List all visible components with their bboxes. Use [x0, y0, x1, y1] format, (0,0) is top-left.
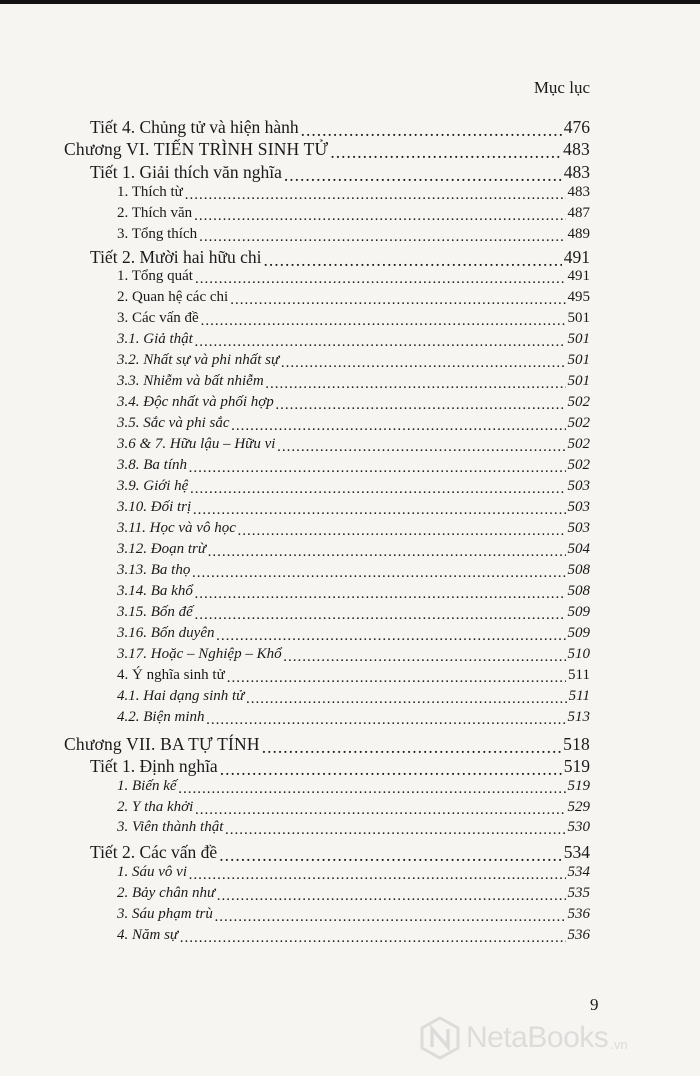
toc-entry-title: 2. Thích văn: [117, 205, 193, 221]
toc-leader-dots: [225, 821, 565, 836]
toc-entry-title: 3.6 & 7. Hữu lậu – Hữu vi: [117, 436, 276, 452]
toc-entry-page: 501: [567, 373, 590, 389]
toc-entry-page: 513: [567, 709, 590, 725]
toc-entry-page: 483: [567, 184, 590, 200]
toc-leader-dots: [190, 480, 565, 495]
toc-entry-title: 3.10. Đối trị: [117, 499, 192, 515]
toc-entry-title: Tiết 2. Các vấn đề: [90, 842, 218, 862]
toc-entry: [117, 885, 590, 902]
toc-entry-title: 3.3. Nhiễm và bất nhiễm: [117, 373, 264, 389]
toc-entry: [117, 906, 590, 923]
toc-entry-page: 501: [567, 331, 590, 347]
toc-entry-title: 3.12. Đoạn trừ: [117, 541, 207, 557]
watermark: [420, 1010, 690, 1066]
toc-leader-dots: [195, 606, 566, 621]
toc-entry-page: 476: [563, 117, 590, 137]
toc-entry-page: 535: [567, 885, 590, 901]
page-header: Mục lục: [533, 78, 590, 97]
toc-entry: [90, 756, 590, 777]
toc-leader-dots: [227, 669, 566, 684]
toc-entry: [117, 799, 590, 816]
toc-entry: [117, 352, 590, 369]
toc-leader-dots: [217, 887, 565, 902]
toc-entry-page: 519: [563, 756, 590, 776]
toc-leader-dots: [195, 801, 565, 816]
toc-leader-dots: [266, 375, 566, 390]
toc-entry-title: 3.1. Giả thật: [117, 331, 193, 347]
watermark-suffix: .vn: [610, 1036, 628, 1052]
toc-leader-dots: [276, 396, 566, 411]
toc-entry-title: 1. Tổng quát: [117, 268, 193, 284]
toc-entry: [117, 541, 590, 558]
toc-entry-page: 519: [567, 778, 590, 794]
toc-entry-page: 511: [568, 667, 590, 683]
toc-entry-page: 518: [563, 734, 590, 754]
toc-entry-page: 510: [567, 646, 590, 662]
toc-entry: [117, 310, 590, 327]
toc-entry: [117, 184, 590, 201]
toc-leader-dots: [199, 228, 565, 243]
toc-entry: [117, 436, 590, 453]
toc-entry: [117, 520, 590, 537]
page-number: 9: [590, 995, 599, 1014]
toc-entry-title: 4. Năm sự: [117, 927, 179, 943]
toc-entry: [90, 117, 590, 138]
toc-entry-title: 3. Tổng thích: [117, 226, 198, 242]
toc-entry-page: 503: [567, 478, 590, 494]
toc-entry: [90, 162, 590, 183]
toc-entry-page: 534: [567, 864, 590, 880]
toc-entry-page: 534: [563, 842, 590, 862]
toc-entry-page: 508: [567, 562, 590, 578]
toc-entry-page: 491: [563, 247, 590, 267]
toc-entry: [117, 864, 590, 881]
toc-entry: [117, 373, 590, 390]
toc-entry-title: 1. Biến kế: [117, 778, 177, 794]
toc-entry: [117, 226, 590, 243]
toc-entry-title: Tiết 2. Mười hai hữu chi: [90, 247, 262, 267]
toc-entry-title: 3.9. Giới hệ: [117, 478, 189, 494]
toc-entry-page: 536: [567, 906, 590, 922]
toc-leader-dots: [192, 564, 565, 579]
toc-entry-page: 509: [567, 604, 590, 620]
toc-leader-dots: [246, 690, 566, 705]
toc-entry-title: 3.4. Độc nhất và phối hợp: [117, 394, 274, 410]
toc-entry-page: 536: [567, 927, 590, 943]
toc-leader-dots: [215, 908, 566, 923]
toc-leader-dots: [201, 312, 566, 327]
toc-entry: [117, 268, 590, 285]
toc-leader-dots: [185, 186, 566, 201]
toc-entry-title: Chương VI. TIẾN TRÌNH SINH TỬ: [64, 139, 329, 159]
toc-entry-page: 483: [563, 139, 590, 159]
toc-entry-page: 483: [563, 162, 590, 182]
toc-entry-page: 530: [567, 819, 590, 835]
toc-entry-page: 502: [567, 415, 590, 431]
toc-entry-page: 502: [567, 436, 590, 452]
toc-entry-title: 2. Quan hệ các chi: [117, 289, 229, 305]
toc-entry-title: 1. Sáu vô vi: [117, 864, 187, 880]
toc-entry-page: 511: [568, 688, 590, 704]
toc-entry-title: 4. Ý nghĩa sinh tử: [117, 667, 225, 683]
toc-entry: [64, 139, 590, 160]
toc-entry-title: 3.16. Bốn duyên: [117, 625, 215, 641]
toc-entry-title: Chương VII. BA TỰ TÍNH: [64, 734, 260, 754]
toc-entry: [117, 778, 590, 795]
toc-leader-dots: [220, 760, 562, 778]
toc-leader-dots: [284, 166, 562, 184]
toc-entry: [117, 289, 590, 306]
toc-entry-title: Tiết 1. Giải thích văn nghĩa: [90, 162, 282, 182]
toc-entry: [117, 331, 590, 348]
toc-leader-dots: [284, 648, 566, 663]
toc-entry: [64, 734, 590, 755]
toc-leader-dots: [301, 121, 562, 139]
toc-entry: [117, 205, 590, 222]
toc-entry-title: Tiết 4. Chủng tử và hiện hành: [90, 117, 299, 137]
toc-entry-page: 504: [567, 541, 590, 557]
toc-entry: [117, 604, 590, 621]
toc-entry-title: 3. Sáu phạm trù: [117, 906, 213, 922]
toc-entry-title: 3.13. Ba thọ: [117, 562, 191, 578]
toc-entry-page: 491: [567, 268, 590, 284]
toc-entry-title: 3. Viên thành thật: [117, 819, 224, 835]
toc-leader-dots: [180, 929, 565, 944]
toc-leader-dots: [230, 291, 565, 306]
toc-entry: [117, 927, 590, 944]
toc-leader-dots: [216, 627, 565, 642]
toc-entry-title: 4.2. Biện minh: [117, 709, 205, 725]
watermark-brand: NetaBooks: [466, 1021, 609, 1054]
toc-entry-title: 2. Bảy chân như: [117, 885, 216, 901]
toc-entry-page: 503: [567, 499, 590, 515]
toc-entry-title: 3.5. Sắc và phi sắc: [117, 415, 230, 431]
toc-entry: [117, 457, 590, 474]
toc-entry-title: Tiết 1. Định nghĩa: [90, 756, 218, 776]
toc-entry-title: 3.14. Ba khổ: [117, 583, 193, 599]
toc-leader-dots: [194, 207, 565, 222]
toc-leader-dots: [195, 270, 566, 285]
toc-entry: [90, 247, 590, 268]
toc-entry-page: 509: [567, 625, 590, 641]
toc-leader-dots: [179, 780, 566, 795]
toc-entry-title: 1. Thích từ: [117, 184, 183, 200]
toc-entry-page: 487: [567, 205, 590, 221]
toc-entry-page: 529: [567, 799, 590, 815]
toc-entry-title: 3.8. Ba tính: [117, 457, 187, 473]
toc-leader-dots: [195, 333, 566, 348]
toc-entry-page: 495: [567, 289, 590, 305]
toc-leader-dots: [281, 354, 565, 369]
toc-entry: [117, 415, 590, 432]
toc-entry-page: 502: [567, 457, 590, 473]
toc-entry-page: 501: [567, 352, 590, 368]
toc-leader-dots: [193, 501, 565, 516]
netabooks-logo-icon: [420, 1016, 460, 1060]
toc-leader-dots: [238, 522, 566, 537]
toc-leader-dots: [189, 459, 566, 474]
toc-leader-dots: [330, 143, 561, 161]
toc-leader-dots: [208, 543, 565, 558]
toc-leader-dots: [263, 251, 561, 269]
toc-entry-page: 501: [567, 310, 590, 326]
toc-entry-title: 3.2. Nhất sự và phi nhất sự: [117, 352, 280, 368]
toc-entry: [117, 394, 590, 411]
toc-entry: [117, 819, 590, 836]
toc-leader-dots: [262, 738, 561, 756]
toc-leader-dots: [231, 417, 565, 432]
toc-entry: [117, 583, 590, 600]
top-border: [0, 0, 700, 4]
toc-entry: [117, 478, 590, 495]
toc-entry: [117, 709, 590, 726]
toc-entry: [117, 667, 590, 684]
toc-entry-title: 4.1. Hai dạng sinh tử: [117, 688, 245, 704]
toc-entry-title: 3.15. Bốn đế: [117, 604, 193, 620]
toc-entry-title: 2. Y tha khởi: [117, 799, 194, 815]
toc-entry-title: 3. Các vấn đề: [117, 310, 199, 326]
toc-entry-title: 3.11. Học và vô học: [117, 520, 236, 536]
toc-entry-page: 503: [567, 520, 590, 536]
toc-leader-dots: [219, 846, 562, 864]
toc-entry-title: 3.17. Hoặc – Nghiệp – Khổ: [117, 646, 282, 662]
toc-entry: [117, 499, 590, 516]
toc-leader-dots: [277, 438, 565, 453]
toc-leader-dots: [189, 866, 566, 881]
toc-entry: [117, 625, 590, 642]
toc-leader-dots: [207, 711, 566, 726]
toc-entry-page: 502: [567, 394, 590, 410]
toc-entry: [117, 562, 590, 579]
toc-leader-dots: [195, 585, 566, 600]
toc-entry: [90, 842, 590, 863]
toc-entry-page: 508: [567, 583, 590, 599]
toc-entry: [117, 646, 590, 663]
toc-entry-page: 489: [567, 226, 590, 242]
toc-entry: [117, 688, 590, 705]
